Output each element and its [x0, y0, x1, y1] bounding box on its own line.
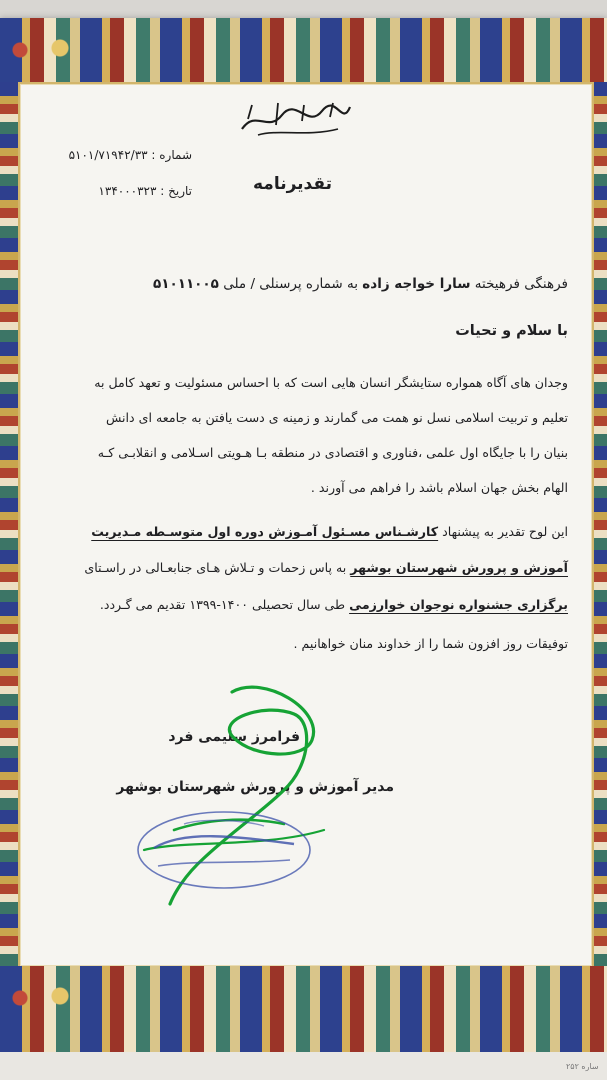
number-value: ۵۱۰۱/۷۱۹۴۲/۳۳: [68, 148, 148, 162]
letter-number: [69, 148, 192, 162]
recipient-id: ۵۱۰۱۱۰۰۵: [152, 276, 219, 292]
letter-date: [98, 184, 192, 198]
proposer-title: کارشـناس مسـئول آمـوزش دوره اول متوسـطه مـدیریت: [91, 524, 439, 539]
footer-mark: ساره ۲۵۲: [566, 1062, 599, 1071]
certificate-body: [18, 84, 590, 964]
text-span: به پاس زحمات و تـلاش هـای جنابعـالی در راسـتای: [84, 560, 347, 575]
recipient-line: [153, 276, 568, 292]
paragraph-line: [91, 524, 568, 539]
recipient-name: سارا خواجه زاده: [362, 276, 471, 292]
text-span: طی سال تحصیلی ۱۴۰۰-۱۳۹۹ تقدیم می گـردد.: [99, 597, 346, 612]
text-span: این لوح تقدیر به پیشنهاد: [442, 524, 568, 539]
page-bottom-edge: [0, 1052, 607, 1080]
signatory-name: فرامرز سلیمی فرد: [168, 729, 300, 745]
closing-line: توفیقات روز افزون شما را از خداوند منان خواهانیم .: [293, 636, 568, 651]
signatory-title: مدیر آموزش و پرورش شهرستان بوشهر: [116, 779, 394, 795]
decorative-bottom-border: [0, 966, 607, 1052]
department-name: آموزش و پرورش شهرستان بوشهر: [350, 560, 568, 575]
number-label: شماره :: [151, 148, 192, 162]
paragraph-line: تعلیم و تربیت اسلامی نسل نو همت می گمارند و زمینه ی دست یافتن به جامعه ای دانش: [105, 410, 568, 425]
recipient-prefix: فرهنگی فرهیخته: [474, 276, 568, 292]
document-title: تقدیرنامه: [253, 174, 332, 194]
recipient-id-label: به شماره پرسنلی / ملی: [223, 276, 358, 292]
paragraph-line: وجدان های آگاه همواره ستایشگر انسان هایی است که با احساس مسئولیت و تعهد کامل به: [94, 375, 568, 390]
official-stamp-icon: [124, 790, 324, 900]
event-name: برگزاری جشنواره نوجوان خوارزمی: [349, 597, 568, 612]
paragraph-line: [84, 560, 568, 575]
date-value: ۱۳۴۰۰۰۳۲۳: [98, 184, 157, 198]
decorative-left-border: [0, 82, 18, 968]
paragraph-line: [100, 597, 568, 612]
decorative-top-border: [0, 18, 607, 82]
paragraph-line: بنیان را با جایگاه اول علمی ،فناوری و اقتصادی در منطقه بـا هـویتی اسـلامی و انقلابـی کـه: [97, 445, 568, 460]
greeting: با سلام و تحیات: [455, 323, 568, 339]
date-label: تاریخ :: [160, 184, 192, 198]
paragraph-line: الهام بخش جهان اسلام باشد را فراهم می آورند .: [310, 480, 568, 495]
bismillah-calligraphy-icon: [238, 99, 354, 139]
